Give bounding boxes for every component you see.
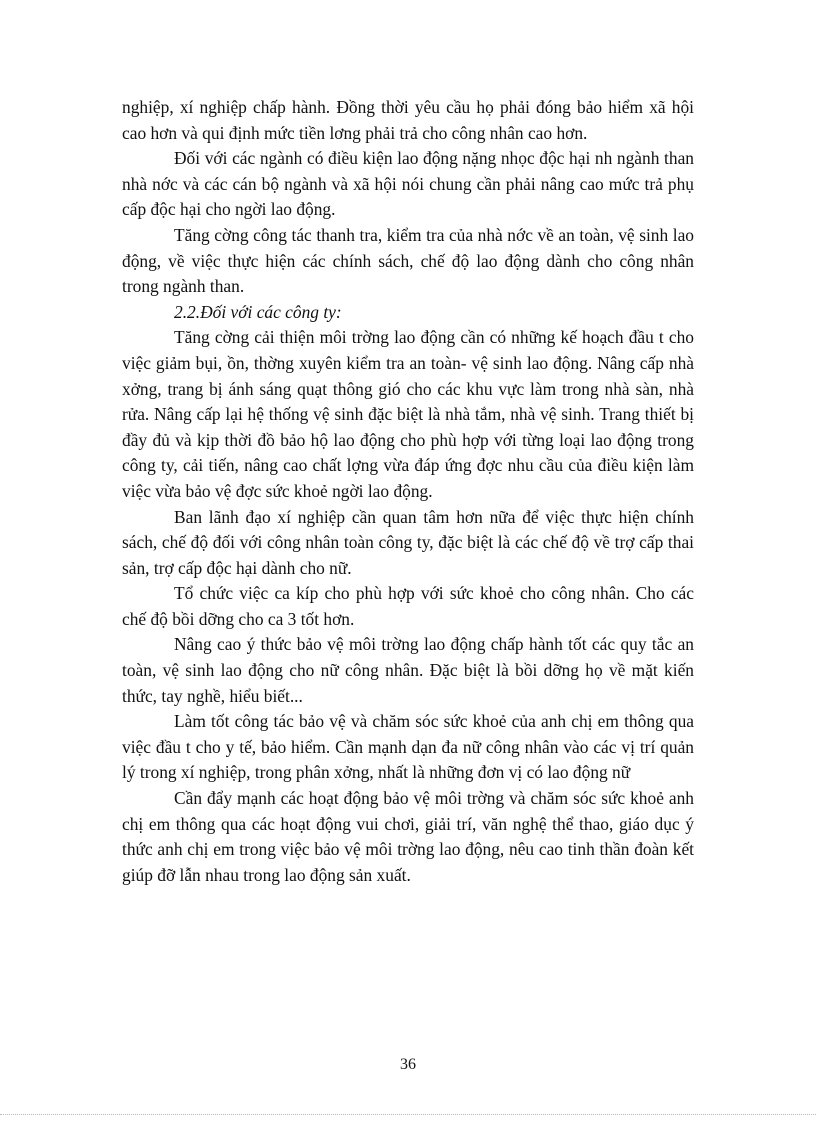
paragraph-inspection: Tăng cờng công tác thanh tra, kiểm tra của nhà nớc về an toàn, vệ sinh lao động, về việc thực hiện các chính sách, chế độ lao động dành cho công nhân trong ngành than. — [122, 224, 694, 297]
paragraph-continuation: nghiệp, xí nghiệp chấp hành. Đồng thời yêu cầu họ phải đóng bảo hiểm xã hội cao hơn và qui định mức tiền lơng phải trả cho công nhân cao hơn. — [122, 97, 694, 143]
document-body — [122, 95, 694, 888]
paragraph-management: Ban lãnh đạo xí nghiệp cần quan tâm hơn nữa để việc thực hiện chính sách, chế độ đối với công nhân toàn công ty, đặc biệt là các chế độ về trợ cấp thai sản, trợ cấp độc hại dành cho nữ. — [122, 506, 694, 578]
paragraph-hazard-allowance: Đối với các ngành có điều kiện lao động nặng nhọc độc hại nh ngành than nhà nớc và các cán bộ ngành và xã hội nói chung cần phải nâng cao mức trả phụ cấp độc hại cho ngời lao động. — [122, 148, 694, 220]
paragraph-work-environment: Tăng cờng cải thiện môi trờng lao động cần có những kế hoạch đầu t cho việc giảm bụi, ồn, thờng xuyên kiểm tra an toàn- vệ sinh lao động. Nâng cấp nhà xởng, trang bị ánh sáng quạt thông gió cho các khu vực làm trong nhà sàn, nhà rửa. Nâng cấp lại hệ thống vệ sinh đặc biệt là nhà tắm, nhà vệ sinh. Trang thiết bị đầy đủ và kịp thời đồ bảo hộ lao động cho phù hợp với từng loại lao động trong công ty, cải tiến, nâng cao chất lợng vừa đáp ứng đợc nhu cầu của điều kiện làm việc vừa bảo vệ đợc sức khoẻ ngời lao động. — [122, 327, 694, 501]
paragraph-shift-organization: Tổ chức việc ca kíp cho phù hợp với sức khoẻ cho công nhân. Cho các chế độ bồi dỡng cho ca 3 tốt hơn. — [122, 583, 694, 629]
page-bottom-border — [0, 1114, 816, 1115]
page-number: 36 — [400, 1056, 416, 1073]
paragraph-activities: Cần đẩy mạnh các hoạt động bảo vệ môi trờng và chăm sóc sức khoẻ anh chị em thông qua các hoạt động vui chơi, giải trí, văn nghệ thể thao, giáo dục ý thức anh chị em trong việc bảo vệ môi trờng lao động, nêu cao tinh thần đoàn kết giúp đỡ lẫn nhau trong lao động sản xuất. — [122, 788, 694, 885]
paragraph-health-care: Làm tốt công tác bảo vệ và chăm sóc sức khoẻ của anh chị em thông qua việc đầu t cho y tế, bảo hiểm. Cần mạnh dạn đa nữ công nhân vào các vị trí quản lý trong xí nghiệp, trong phân xởng, nhất là những đơn vị có lao động nữ — [122, 711, 694, 783]
section-heading: 2.2.Đối với các công ty: — [174, 301, 342, 322]
paragraph-awareness: Nâng cao ý thức bảo vệ môi trờng lao động chấp hành tốt các quy tắc an toàn, vệ sinh lao động cho nữ công nhân. Đặc biệt là bồi dỡng họ về mặt kiến thức, tay nghề, hiểu biết... — [122, 634, 694, 706]
